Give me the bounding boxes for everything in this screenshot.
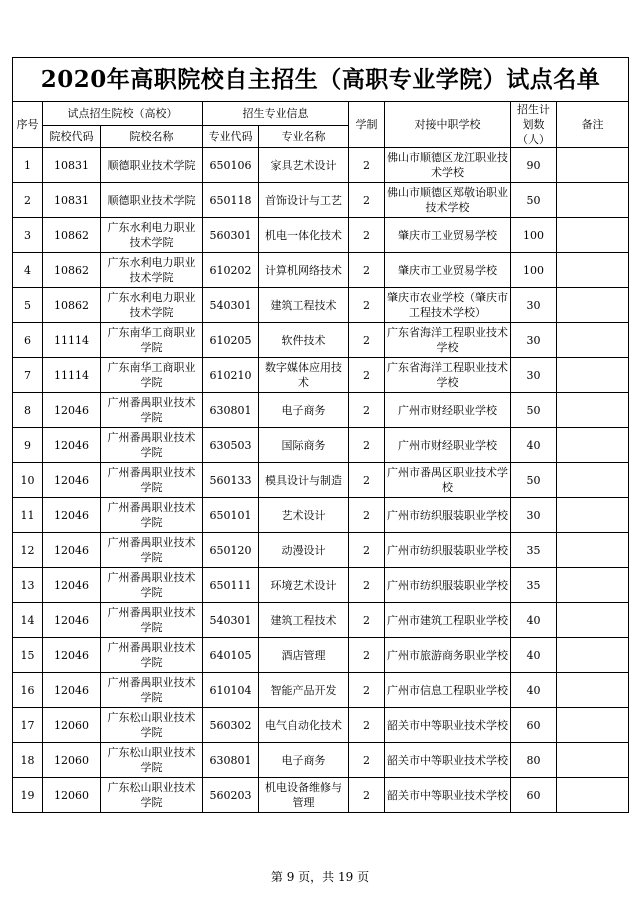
cell-school-code: 12046 xyxy=(43,533,101,568)
cell-school-code: 10831 xyxy=(43,148,101,183)
cell-plan: 30 xyxy=(511,358,557,393)
cell-school-name: 广东南华工商职业学院 xyxy=(101,358,203,393)
cell-partner: 广州市财经职业学校 xyxy=(385,393,511,428)
cell-major-code: 630801 xyxy=(203,393,259,428)
cell-partner: 肇庆市工业贸易学校 xyxy=(385,218,511,253)
table-row xyxy=(13,673,629,708)
page-footer: 第 9 页，共 19 页 xyxy=(270,870,370,884)
cell-school-code: 11114 xyxy=(43,323,101,358)
cell-school-name: 广州番禺职业技术学院 xyxy=(101,533,203,568)
cell-partner: 肇庆市工业贸易学校 xyxy=(385,253,511,288)
cell-major-name: 动漫设计 xyxy=(259,533,349,568)
cell-plan: 80 xyxy=(511,743,557,778)
cell-school-code: 10862 xyxy=(43,253,101,288)
cell-school-code: 10862 xyxy=(43,218,101,253)
table-row xyxy=(13,358,629,393)
cell-major-name: 软件技术 xyxy=(259,323,349,358)
cell-major-code: 650120 xyxy=(203,533,259,568)
table-row xyxy=(13,638,629,673)
cell-school-name: 广东松山职业技术学院 xyxy=(101,743,203,778)
cell-seq: 1 xyxy=(13,148,43,183)
cell-partner: 广州市信息工程职业学校 xyxy=(385,673,511,708)
cell-remarks xyxy=(557,183,629,218)
cell-seq: 12 xyxy=(13,533,43,568)
cell-school-code: 10862 xyxy=(43,288,101,323)
cell-plan: 60 xyxy=(511,778,557,813)
cell-school-name: 广州番禺职业技术学院 xyxy=(101,568,203,603)
cell-plan: 60 xyxy=(511,708,557,743)
table-row xyxy=(13,428,629,463)
cell-major-code: 540301 xyxy=(203,603,259,638)
document-sheet xyxy=(12,57,628,813)
cell-duration: 2 xyxy=(349,743,385,778)
cell-partner: 广州市财经职业学校 xyxy=(385,428,511,463)
cell-school-code: 12046 xyxy=(43,498,101,533)
cell-major-code: 610104 xyxy=(203,673,259,708)
cell-major-name: 电子商务 xyxy=(259,393,349,428)
cell-plan: 50 xyxy=(511,393,557,428)
cell-school-code: 12060 xyxy=(43,743,101,778)
cell-school-code: 12060 xyxy=(43,778,101,813)
cell-seq: 8 xyxy=(13,393,43,428)
cell-seq: 3 xyxy=(13,218,43,253)
table-row xyxy=(13,323,629,358)
cell-school-name: 顺德职业技术学院 xyxy=(101,148,203,183)
cell-remarks xyxy=(557,778,629,813)
cell-major-name: 艺术设计 xyxy=(259,498,349,533)
cell-major-code: 650111 xyxy=(203,568,259,603)
header-plan: 招生计划数（人） xyxy=(511,102,557,148)
header-duration: 学制 xyxy=(349,102,385,148)
pilot-list-table xyxy=(12,57,629,813)
cell-remarks xyxy=(557,253,629,288)
cell-major-code: 630503 xyxy=(203,428,259,463)
cell-remarks xyxy=(557,498,629,533)
table-row xyxy=(13,603,629,638)
cell-seq: 14 xyxy=(13,603,43,638)
cell-duration: 2 xyxy=(349,673,385,708)
table-row xyxy=(13,148,629,183)
cell-seq: 6 xyxy=(13,323,43,358)
cell-partner: 佛山市顺德区郑敬诒职业技术学校 xyxy=(385,183,511,218)
cell-school-name: 广东松山职业技术学院 xyxy=(101,778,203,813)
cell-major-name: 环境艺术设计 xyxy=(259,568,349,603)
cell-school-code: 12046 xyxy=(43,603,101,638)
cell-partner: 佛山市顺德区龙江职业技术学校 xyxy=(385,148,511,183)
cell-remarks xyxy=(557,148,629,183)
table-row xyxy=(13,533,629,568)
cell-remarks xyxy=(557,568,629,603)
cell-major-name: 电子商务 xyxy=(259,743,349,778)
cell-school-name: 广州番禺职业技术学院 xyxy=(101,393,203,428)
cell-seq: 4 xyxy=(13,253,43,288)
cell-partner: 广东省海洋工程职业技术学校 xyxy=(385,358,511,393)
cell-major-code: 650118 xyxy=(203,183,259,218)
cell-remarks xyxy=(557,358,629,393)
cell-school-code: 12046 xyxy=(43,568,101,603)
table-row xyxy=(13,288,629,323)
cell-partner: 广东省海洋工程职业技术学校 xyxy=(385,323,511,358)
cell-seq: 5 xyxy=(13,288,43,323)
cell-major-name: 酒店管理 xyxy=(259,638,349,673)
header-major-code: 专业代码 xyxy=(203,125,259,147)
cell-plan: 30 xyxy=(511,323,557,358)
cell-school-code: 11114 xyxy=(43,358,101,393)
cell-partner: 广州市旅游商务职业学校 xyxy=(385,638,511,673)
header-school-group: 试点招生院校（高校） xyxy=(43,102,203,126)
cell-plan: 40 xyxy=(511,638,557,673)
cell-remarks xyxy=(557,428,629,463)
cell-major-code: 630801 xyxy=(203,743,259,778)
cell-plan: 100 xyxy=(511,253,557,288)
cell-plan: 30 xyxy=(511,288,557,323)
cell-major-name: 智能产品开发 xyxy=(259,673,349,708)
cell-major-name: 计算机网络技术 xyxy=(259,253,349,288)
cell-major-code: 540301 xyxy=(203,288,259,323)
table-row xyxy=(13,743,629,778)
cell-remarks xyxy=(557,218,629,253)
cell-remarks xyxy=(557,708,629,743)
cell-plan: 35 xyxy=(511,533,557,568)
cell-remarks xyxy=(557,463,629,498)
cell-seq: 16 xyxy=(13,673,43,708)
cell-plan: 90 xyxy=(511,148,557,183)
cell-remarks xyxy=(557,638,629,673)
page-title: 2020年高职院校自主招生（高职专业学院）试点名单 xyxy=(13,58,629,102)
header-remarks: 备注 xyxy=(557,102,629,148)
cell-duration: 2 xyxy=(349,393,385,428)
cell-duration: 2 xyxy=(349,778,385,813)
cell-plan: 40 xyxy=(511,603,557,638)
table-row xyxy=(13,498,629,533)
cell-school-name: 广州番禺职业技术学院 xyxy=(101,673,203,708)
header-major-name: 专业名称 xyxy=(259,125,349,147)
cell-school-name: 广东水利电力职业技术学院 xyxy=(101,288,203,323)
table-row xyxy=(13,183,629,218)
cell-major-code: 560203 xyxy=(203,778,259,813)
header-seq: 序号 xyxy=(13,102,43,148)
cell-duration: 2 xyxy=(349,183,385,218)
cell-duration: 2 xyxy=(349,708,385,743)
cell-school-name: 顺德职业技术学院 xyxy=(101,183,203,218)
cell-partner: 广州市纺织服装职业学校 xyxy=(385,568,511,603)
cell-seq: 19 xyxy=(13,778,43,813)
cell-major-name: 机电设备维修与管理 xyxy=(259,778,349,813)
cell-school-code: 12046 xyxy=(43,393,101,428)
cell-school-name: 广州番禺职业技术学院 xyxy=(101,638,203,673)
cell-duration: 2 xyxy=(349,253,385,288)
cell-major-name: 数字媒体应用技术 xyxy=(259,358,349,393)
cell-seq: 2 xyxy=(13,183,43,218)
cell-major-code: 650106 xyxy=(203,148,259,183)
cell-school-name: 广州番禺职业技术学院 xyxy=(101,603,203,638)
cell-duration: 2 xyxy=(349,428,385,463)
cell-remarks xyxy=(557,533,629,568)
table-row xyxy=(13,463,629,498)
cell-school-name: 广州番禺职业技术学院 xyxy=(101,428,203,463)
cell-partner: 广州市纺织服装职业学校 xyxy=(385,498,511,533)
cell-duration: 2 xyxy=(349,358,385,393)
table-row xyxy=(13,218,629,253)
cell-plan: 100 xyxy=(511,218,557,253)
table-row xyxy=(13,778,629,813)
table-row xyxy=(13,253,629,288)
header-school-code: 院校代码 xyxy=(43,125,101,147)
cell-duration: 2 xyxy=(349,323,385,358)
header-major-group: 招生专业信息 xyxy=(203,102,349,126)
table-row xyxy=(13,708,629,743)
cell-major-name: 模具设计与制造 xyxy=(259,463,349,498)
cell-duration: 2 xyxy=(349,218,385,253)
cell-partner: 韶关市中等职业技术学校 xyxy=(385,743,511,778)
cell-duration: 2 xyxy=(349,568,385,603)
cell-school-name: 广州番禺职业技术学院 xyxy=(101,463,203,498)
header-partner: 对接中职学校 xyxy=(385,102,511,148)
cell-seq: 13 xyxy=(13,568,43,603)
cell-duration: 2 xyxy=(349,603,385,638)
cell-major-name: 电气自动化技术 xyxy=(259,708,349,743)
cell-major-code: 560133 xyxy=(203,463,259,498)
cell-plan: 30 xyxy=(511,498,557,533)
table-row xyxy=(13,568,629,603)
cell-seq: 18 xyxy=(13,743,43,778)
cell-major-code: 560302 xyxy=(203,708,259,743)
cell-major-code: 610205 xyxy=(203,323,259,358)
cell-school-code: 12046 xyxy=(43,463,101,498)
cell-seq: 15 xyxy=(13,638,43,673)
cell-seq: 7 xyxy=(13,358,43,393)
cell-seq: 17 xyxy=(13,708,43,743)
cell-major-name: 首饰设计与工艺 xyxy=(259,183,349,218)
cell-seq: 11 xyxy=(13,498,43,533)
cell-remarks xyxy=(557,288,629,323)
cell-school-name: 广东水利电力职业技术学院 xyxy=(101,253,203,288)
cell-partner: 韶关市中等职业技术学校 xyxy=(385,778,511,813)
cell-major-code: 610210 xyxy=(203,358,259,393)
cell-school-name: 广州番禺职业技术学院 xyxy=(101,498,203,533)
cell-duration: 2 xyxy=(349,498,385,533)
cell-school-code: 12060 xyxy=(43,708,101,743)
cell-school-code: 12046 xyxy=(43,428,101,463)
cell-major-name: 建筑工程技术 xyxy=(259,288,349,323)
cell-major-code: 640105 xyxy=(203,638,259,673)
cell-school-name: 广东水利电力职业技术学院 xyxy=(101,218,203,253)
cell-partner: 韶关市中等职业技术学校 xyxy=(385,708,511,743)
cell-plan: 50 xyxy=(511,183,557,218)
cell-major-code: 610202 xyxy=(203,253,259,288)
header-school-name: 院校名称 xyxy=(101,125,203,147)
cell-duration: 2 xyxy=(349,463,385,498)
cell-partner: 广州市建筑工程职业学校 xyxy=(385,603,511,638)
cell-plan: 40 xyxy=(511,428,557,463)
cell-major-name: 建筑工程技术 xyxy=(259,603,349,638)
cell-major-name: 国际商务 xyxy=(259,428,349,463)
cell-duration: 2 xyxy=(349,533,385,568)
cell-plan: 50 xyxy=(511,463,557,498)
cell-school-name: 广东南华工商职业学院 xyxy=(101,323,203,358)
cell-partner: 广州市纺织服装职业学校 xyxy=(385,533,511,568)
cell-major-code: 650101 xyxy=(203,498,259,533)
cell-plan: 35 xyxy=(511,568,557,603)
cell-school-code: 10831 xyxy=(43,183,101,218)
cell-partner: 肇庆市农业学校（肇庆市工程技术学校） xyxy=(385,288,511,323)
cell-plan: 40 xyxy=(511,673,557,708)
cell-seq: 10 xyxy=(13,463,43,498)
cell-seq: 9 xyxy=(13,428,43,463)
cell-school-name: 广东松山职业技术学院 xyxy=(101,708,203,743)
cell-school-code: 12046 xyxy=(43,638,101,673)
cell-major-name: 机电一体化技术 xyxy=(259,218,349,253)
table-row xyxy=(13,393,629,428)
cell-duration: 2 xyxy=(349,638,385,673)
cell-major-name: 家具艺术设计 xyxy=(259,148,349,183)
cell-school-code: 12046 xyxy=(43,673,101,708)
cell-remarks xyxy=(557,323,629,358)
cell-remarks xyxy=(557,393,629,428)
cell-duration: 2 xyxy=(349,148,385,183)
cell-major-code: 560301 xyxy=(203,218,259,253)
cell-remarks xyxy=(557,603,629,638)
cell-partner: 广州市番禺区职业技术学校 xyxy=(385,463,511,498)
table-body xyxy=(13,148,629,813)
cell-remarks xyxy=(557,743,629,778)
cell-remarks xyxy=(557,673,629,708)
cell-duration: 2 xyxy=(349,288,385,323)
